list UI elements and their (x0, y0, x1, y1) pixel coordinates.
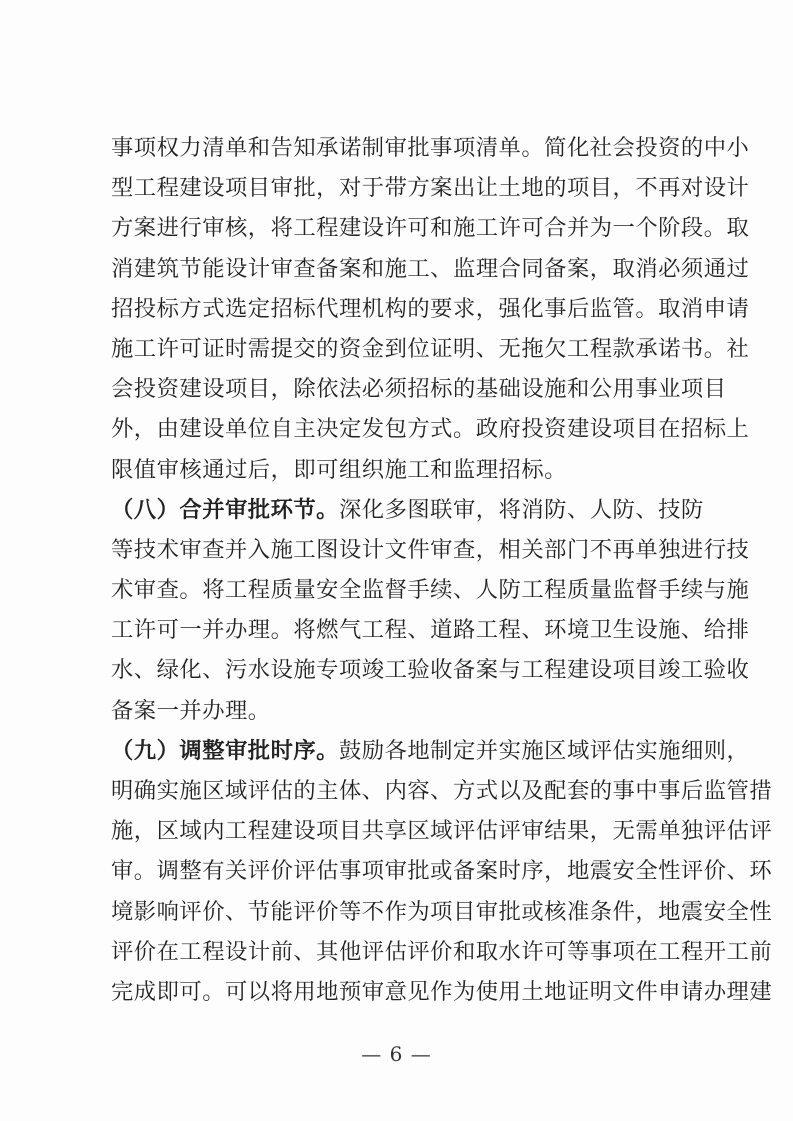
text-line-2: 型工程建设项目审批，对于带方案出让土地的项目，不再对设计 (111, 175, 750, 202)
text-line-12: 术审查。将工程质量安全监督手续、人防工程质量监督手续与施 (111, 577, 750, 604)
text-line-9: 限值审核通过后，即可组织施工和监理招标。 (111, 456, 567, 483)
section-heading-9: （九）调整审批时序。 (111, 737, 339, 764)
text-line-21: 评价在工程设计前、其他评估评价和取水许可等事项在工程开工前 (111, 938, 773, 965)
text-line-15: 备案一并办理。 (111, 697, 271, 724)
text-line-16: （九）调整审批时序。鼓励各地制定并实施区域评估实施细则， (111, 737, 750, 764)
text-line-6: 施工许可证时需提交的资金到位证明、无拖欠工程款承诺书。社 (111, 335, 750, 362)
text-line-19: 审。调整有关评价评估事项审批或备案时序，地震安全性评价、环 (111, 858, 773, 885)
text-line-5: 招投标方式选定招标代理机构的要求，强化事后监管。取消申请 (111, 295, 750, 322)
section-heading-8: （八）合并审批环节。 (111, 496, 339, 523)
text-line-1: 事项权力清单和告知承诺制审批事项清单。简化社会投资的中小 (111, 135, 750, 161)
text-line-7: 会投资建设项目，除依法必须招标的基础设施和公用事业项目 (111, 376, 727, 403)
text-line-10: （八）合并审批环节。深化多图联审，将消防、人防、技防 (111, 496, 704, 523)
page-number: — 6 — (361, 1042, 432, 1066)
text-line-8: 外，由建设单位自主决定发包方式。政府投资建设项目在招标上 (111, 416, 750, 443)
text-line-4: 消建筑节能设计审查备案和施工、监理合同备案，取消必须通过 (111, 255, 750, 282)
text-line-18: 施，区域内工程建设项目共享区域评估评审结果，无需单独评估评 (111, 818, 773, 845)
text-line-13: 工许可一并办理。将燃气工程、道路工程、环境卫生设施、给排 (111, 617, 750, 644)
text-line-22: 完成即可。可以将用地预审意见作为使用土地证明文件申请办理建 (111, 978, 773, 1005)
text-line-14: 水、绿化、污水设施专项竣工验收备案与工程建设项目竣工验收 (111, 657, 750, 684)
text-line-20: 境影响评价、节能评价等不作为项目审批或核准条件，地震安全性 (111, 898, 773, 925)
text-line-17: 明确实施区域评估的主体、内容、方式以及配套的事中事后监管措 (111, 778, 773, 804)
text-line-3: 方案进行审核，将工程建设许可和施工许可合并为一个阶段。取 (111, 215, 750, 242)
text-line-11: 等技术审查并入施工图设计文件审查，相关部门不再单独进行技 (111, 536, 750, 563)
body-text (111, 128, 773, 1012)
